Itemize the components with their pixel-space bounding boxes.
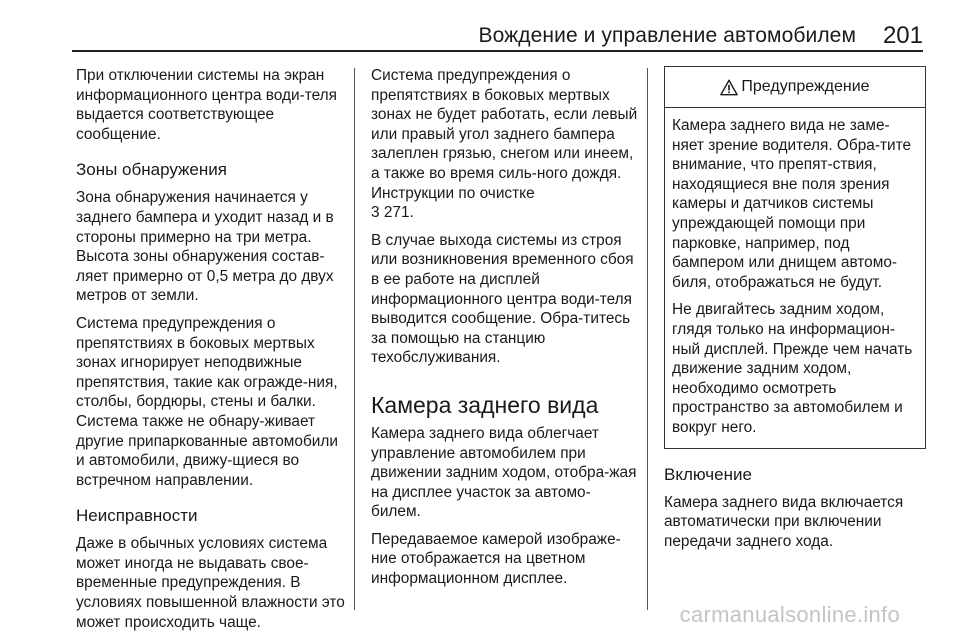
warning-header — [665, 67, 925, 108]
column-divider-left — [354, 68, 355, 610]
warning-paragraph: Камера заднего вида не заме-няет зрение водителя. Обра-тите внимание, что препят-ствия, находящиеся вне поля зрения камеры и датчиков системы упреждающей помощи при парковке, например, под бампером или днищем автомо-биля, отображаться не будут. — [672, 117, 912, 291]
paragraph: Система предупреждения о препятствиях в боковых мертвых зонах игнорирует неподвижные препятствия, такие как огражде-ния, столбы, бордюры, стены и балки. Система также не обнару-живает другие припаркованные автомобили и автомобили, движу-щиеся во встречном направлении. — [76, 314, 338, 489]
running-header-title: Вождение и управление автомобилем — [478, 24, 856, 47]
column-2 — [371, 66, 639, 597]
warning-body — [665, 108, 925, 448]
warning-title: Предупреждение — [741, 78, 870, 96]
paragraph: Передаваемое камерой изображе-ние отображается на цветном информационном дисплее. — [371, 530, 621, 588]
paragraph: Даже в обычных условиях система может иногда не выдавать свое-временные предупреждения. В условиях повышенной влажности это может происходить чаще. — [76, 535, 345, 631]
paragraph: Камера заднего вида облегчает управление автомобилем при движении задним ходом, отобра-жая на дисплее участок за автомо-билем. — [371, 424, 637, 521]
section-heading-faults: Неисправности — [76, 506, 198, 526]
paragraph-text: Система предупреждения о препятствиях в боковых мертвых зонах не будет работать, если левый или правый угол заднего бампера залеплен грязью, снегом или инеем, а также во время силь-ного дождя. Инструкции по очистке — [371, 67, 638, 202]
page-header — [0, 0, 960, 50]
header-rule — [72, 50, 923, 52]
paragraph: Камера заднего вида включается автоматически при включении передачи заднего хода. — [664, 493, 904, 550]
section-heading-enable: Включение — [664, 464, 752, 484]
warning-triangle-icon — [720, 79, 738, 96]
column-divider-right — [647, 68, 648, 610]
paragraph: В случае выхода системы из строя или возникновения временного сбоя в ее работе на дисплей информационного центра води-теля выводится сообщение. Обра-титесь за помощью на станцию техобслуживания. — [371, 231, 634, 367]
page-number: 201 — [882, 22, 923, 49]
column-1 — [76, 66, 346, 640]
paragraph: При отключении системы на экран информационного центра води-теля выдается соответствующее сообщение. — [76, 67, 337, 143]
section-heading-zones: Зоны обнаружения — [76, 160, 227, 180]
column-3 — [664, 66, 926, 559]
paragraph: Зона обнаружения начинается у заднего бампера и уходит назад и в стороны примерно на три метра. Высота зоны обнаружения состав-ляет примерно от 0,5 метра до двух метров от земли. — [76, 189, 334, 305]
watermark: carmanualsonline.info — [679, 602, 900, 627]
page-reference-arrow: 3 — [371, 204, 380, 222]
warning-box — [664, 66, 926, 449]
warning-paragraph: Не двигайтесь задним ходом, глядя только на информацион-ный дисплей. Прежде чем начать движение задним ходом, необходимо осмотреть пространство за автомобилем и вокруг него. — [672, 301, 913, 436]
page-reference-link[interactable]: 271. — [383, 204, 414, 222]
chapter-heading-rear-camera: Камера заднего вида — [371, 391, 599, 418]
paragraph — [371, 66, 639, 223]
